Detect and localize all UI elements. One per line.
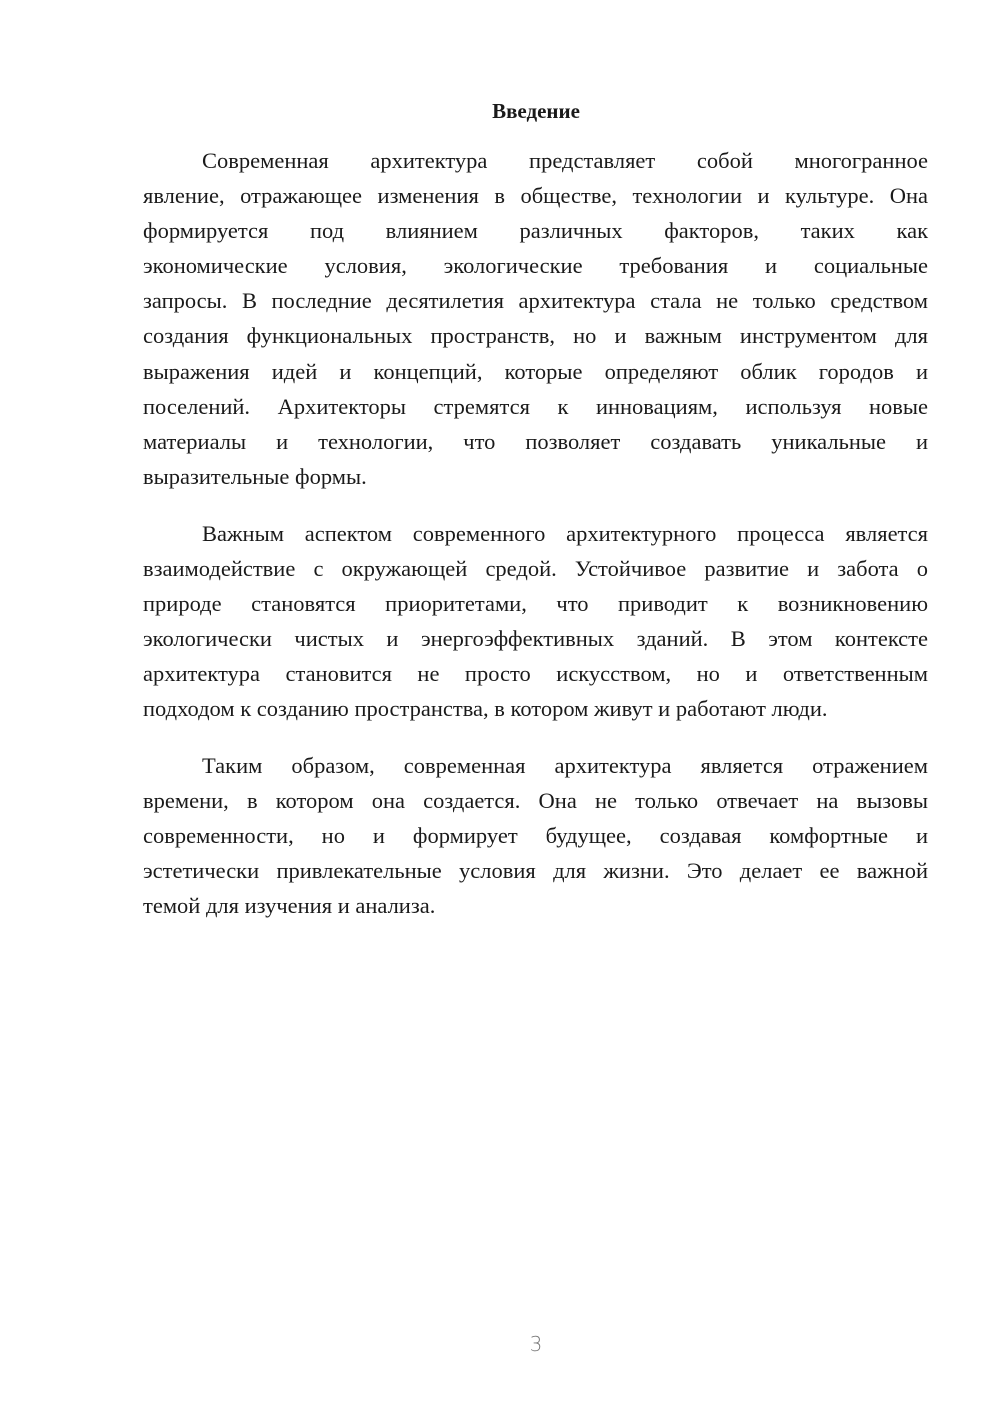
text-line: Таким образом, современная архитектура является отражением [202,753,928,778]
text-line: запросы. В последние десятилетия архитектура стала не только средством [143,288,928,314]
text-line: Важным аспектом современного архитектурного процесса является [202,521,928,546]
text-line: современности, но и формирует будущее, создавая комфортные и [143,823,928,849]
text-line: эстетически привлекательные условия для жизни. Это делает ее важной [143,858,928,884]
text-line: создания функциональных пространств, но и важным инструментом для [143,323,928,349]
text-line: взаимодействие с окружающей средой. Устойчивое развитие и забота о [143,556,928,582]
section-title: Введение [492,99,580,123]
text-line: материалы и технологии, что позволяет создавать уникальные и [143,428,928,454]
page-number: 3 [529,1332,543,1356]
text-line: экономические условия, экологические требования и социальные [143,253,928,279]
text-line: формируется под влиянием различных факторов, таких как [143,218,928,244]
text-line: выражения идей и концепций, которые определяют облик городов и [143,358,928,384]
text-line: природе становятся приоритетами, что приводит к возникновению [143,591,928,617]
text-line: темой для изучения и анализа. [143,893,436,919]
text-line: выразительные формы. [143,463,367,489]
text-line: Современная архитектура представляет собой многогранное [202,148,928,173]
text-line: явление, отражающее изменения в обществе, технологии и культуре. Она [143,183,928,209]
paragraph-1 [143,143,928,494]
text-line: архитектура становится не просто искусством, но и ответственным [143,661,928,687]
text-line: поселений. Архитекторы стремятся к инновациям, используя новые [143,393,928,419]
paragraph-3 [143,748,928,923]
paragraph-2 [143,516,928,727]
text-line: подходом к созданию пространства, в котором живут и работают люди. [143,696,828,722]
text-line: времени, в котором она создается. Она не только отвечает на вызовы [143,788,928,814]
text-line: экологически чистых и энергоэффективных зданий. В этом контексте [143,626,928,652]
